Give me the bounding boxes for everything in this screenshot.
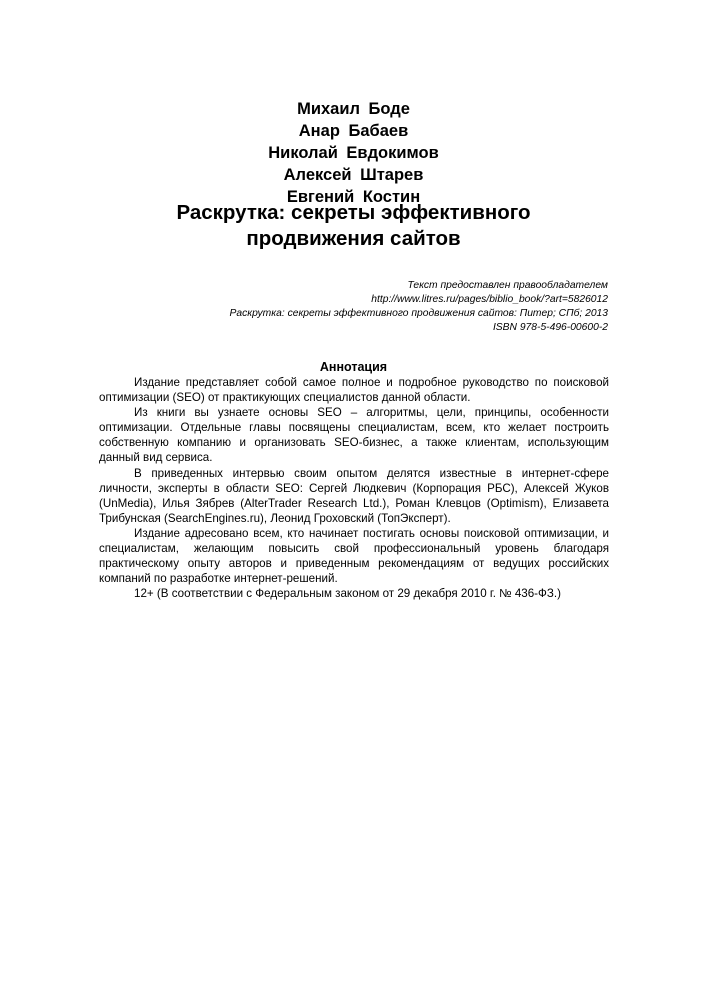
annotation-paragraph: Из книги вы узнаете основы SEO – алгоритмы, цели, принципы, особенности оптимизации. Отдельные главы посвящены специалистам, всем, кто желает построить собственную компанию и организовать SEO-бизнес, а также клиентам, использующим данный вид сервиса. — [99, 406, 609, 465]
annotation-paragraph: В приведенных интервью своим опытом делятся известные в интернет-сфере личности, эксперты в области SEO: Сергей Людкевич (Корпорация РБС), Алексей Жуков (UnMedia), Илья Зябрев (AlterTrader Research Ltd.), Роман Клевцов (Optimism), Елизавета Трибунская (SearchEngines.ru), Леонид Гроховский (ТопЭксперт). — [99, 466, 609, 525]
book-title-line: Раскрутка: секреты эффективного — [176, 201, 531, 224]
annotation-heading: Аннотация — [319, 360, 388, 374]
rights-holder-note: Текст предоставлен правообладателем — [407, 280, 608, 291]
book-title-line: продвижения сайтов — [246, 227, 461, 250]
author-name: Алексей Штарев — [283, 166, 424, 184]
publication-credits — [108, 279, 608, 335]
source-url: http://www.litres.ru/pages/biblio_book/?art=5826012 — [371, 294, 608, 305]
annotation-paragraph: Издание адресовано всем, кто начинает постигать основы поисковой оптимизации, и специалистам, желающим повысить свой профессиональный уровень благодаря практическому опыту авторов и приведенным рекомендациям от ведущих российских компаний по разработке интернет-решений. — [99, 526, 609, 586]
author-name: Николай Евдокимов — [268, 144, 439, 162]
annotation-body — [99, 375, 609, 601]
isbn: ISBN 978-5-496-00600-2 — [492, 322, 608, 333]
author-list — [0, 98, 707, 208]
annotation-paragraph: Издание представляет собой самое полное и подробное руководство по поисковой оптимизации (SEO) от практикующих специалистов данной области. — [99, 376, 609, 405]
author-name: Евгений Костин — [286, 188, 421, 206]
author-name: Михаил Боде — [297, 100, 410, 118]
age-rating-paragraph: 12+ (В соответствии с Федеральным законом от 29 декабря 2010 г. № 436-ФЗ.) — [134, 587, 561, 601]
book-title — [0, 200, 707, 252]
citation: Раскрутка: секреты эффективного продвижения сайтов: Питер; СПб; 2013 — [229, 308, 608, 319]
author-name: Анар Бабаев — [298, 122, 409, 140]
